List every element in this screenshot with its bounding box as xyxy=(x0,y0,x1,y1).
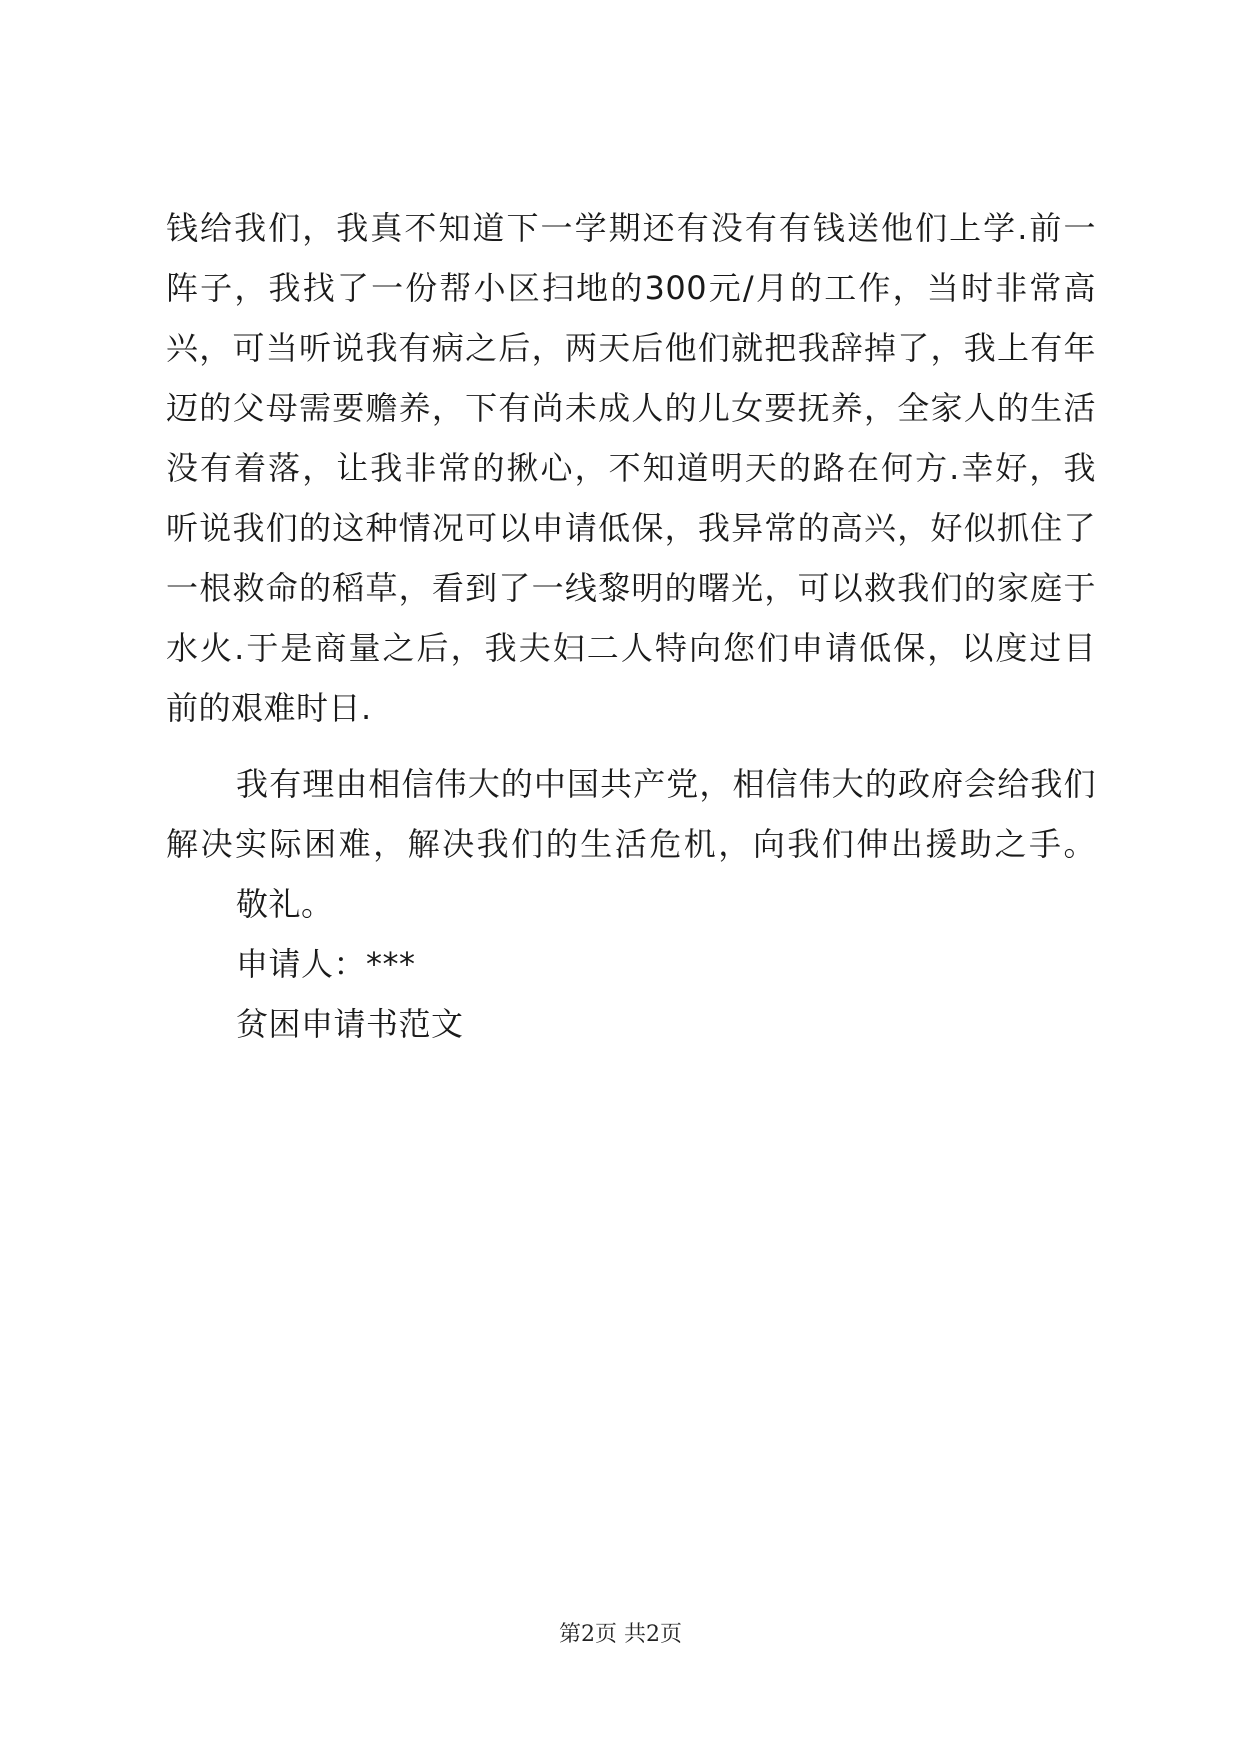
paragraph-1-line-3: 兴，可当听说我有病之后，两天后他们就把我辞掉了，我上有年 xyxy=(166,329,1096,367)
paragraph-1-line-2: 阵子，我找了一份帮小区扫地的300元/月的工作，当时非常高 xyxy=(166,269,1096,307)
paragraph-1-line-7: 一根救命的稻草，看到了一线黎明的曙光，可以救我们的家庭于 xyxy=(166,569,1096,607)
applicant-signature: 申请人：*** xyxy=(236,945,416,983)
paragraph-1-line-8: 水火.于是商量之后，我夫妇二人特向您们申请低保，以度过目 xyxy=(166,629,1096,667)
closing-salutation: 敬礼。 xyxy=(236,885,334,923)
letter-body xyxy=(166,198,1096,1054)
paragraph-2-line-1: 我有理由相信伟大的中国共产党，相信伟大的政府会给我们 xyxy=(236,765,1096,803)
paragraph-2-line-2: 解决实际困难，解决我们的生活危机，向我们伸出援助之手。 xyxy=(166,825,1096,863)
paragraph-1-line-4: 迈的父母需要赡养，下有尚未成人的儿女要抚养，全家人的生活 xyxy=(166,389,1096,427)
paragraph-1-line-5: 没有着落，让我非常的揪心，不知道明天的路在何方.幸好，我 xyxy=(166,449,1096,487)
page-number-footer: 第2页 共2页 xyxy=(559,1622,682,1647)
paragraph-1-line-6: 听说我们的这种情况可以申请低保，我异常的高兴，好似抓住了 xyxy=(166,509,1096,547)
next-document-title: 贫困申请书范文 xyxy=(236,1005,464,1043)
paragraph-1-line-9: 前的艰难时日. xyxy=(166,689,372,727)
paragraph-1-line-1: 钱给我们，我真不知道下一学期还有没有有钱送他们上学.前一 xyxy=(166,209,1096,247)
